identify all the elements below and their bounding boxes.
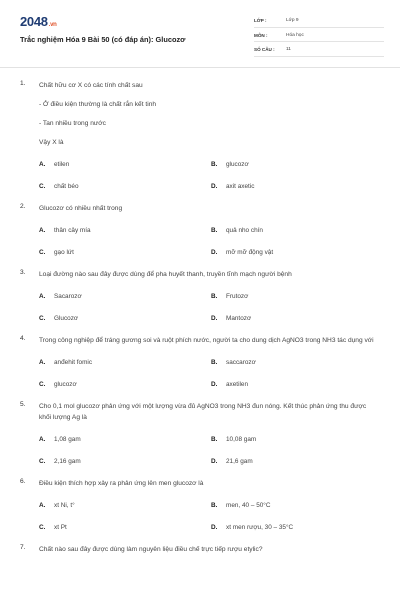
question-number: 1. bbox=[20, 80, 26, 87]
option-key: A. bbox=[39, 227, 46, 234]
answer-option[interactable] bbox=[211, 226, 383, 235]
option-text: Mantozơ bbox=[226, 315, 252, 322]
option-key: B. bbox=[211, 161, 218, 168]
answer-option[interactable] bbox=[39, 292, 211, 301]
meta-label: MÔN : bbox=[254, 32, 268, 38]
option-key: D. bbox=[211, 183, 218, 190]
option-text: quả nho chín bbox=[226, 227, 263, 234]
option-key: B. bbox=[211, 502, 218, 509]
option-key: D. bbox=[211, 249, 218, 256]
answer-option[interactable] bbox=[39, 523, 211, 532]
answer-option[interactable] bbox=[211, 314, 383, 323]
option-text: thân cây mía bbox=[54, 227, 91, 234]
answer-options bbox=[39, 435, 378, 466]
question-item bbox=[0, 269, 400, 323]
option-text: saccarozơ bbox=[226, 359, 256, 366]
option-key: D. bbox=[211, 458, 218, 465]
option-key: D. bbox=[211, 381, 218, 388]
option-key: C. bbox=[39, 315, 46, 322]
option-key: A. bbox=[39, 436, 46, 443]
answer-option[interactable] bbox=[211, 292, 383, 301]
answer-options bbox=[39, 160, 378, 191]
answer-option[interactable] bbox=[211, 380, 383, 389]
question-text: Trong công nghiệp để tráng gương soi và ruột phích nước, người ta cho dung dịch AgNO3 trong NH3 tác dụng với bbox=[39, 337, 374, 344]
logo-suffix: .vn bbox=[48, 22, 57, 28]
answer-option[interactable] bbox=[211, 501, 383, 510]
answer-option[interactable] bbox=[39, 182, 211, 191]
answer-option[interactable] bbox=[39, 358, 211, 367]
logo-main: 2048 bbox=[20, 14, 48, 29]
answer-option[interactable] bbox=[211, 435, 383, 444]
option-key: C. bbox=[39, 524, 46, 531]
option-text: anđehit fomic bbox=[54, 359, 93, 366]
option-key: D. bbox=[211, 315, 218, 322]
option-text: chất béo bbox=[54, 183, 79, 190]
option-text: mỡ mỡ động vật bbox=[226, 249, 274, 256]
answer-option[interactable] bbox=[39, 314, 211, 323]
answer-option[interactable] bbox=[211, 358, 383, 367]
meta-value: Hóa học bbox=[286, 32, 304, 38]
option-text: xt Ni, t° bbox=[54, 502, 75, 509]
answer-option[interactable] bbox=[39, 435, 211, 444]
option-key: A. bbox=[39, 502, 46, 509]
option-text: xt men rượu, 30 – 35°C bbox=[226, 524, 294, 531]
option-text: Sacarozơ bbox=[54, 293, 82, 300]
option-key: C. bbox=[39, 183, 46, 190]
question-line: Vậy X là bbox=[39, 139, 64, 146]
answer-option[interactable] bbox=[39, 248, 211, 257]
option-text: axetilen bbox=[226, 381, 249, 388]
option-key: A. bbox=[39, 293, 46, 300]
option-key: C. bbox=[39, 381, 46, 388]
answer-options bbox=[39, 501, 378, 532]
option-key: B. bbox=[211, 436, 218, 443]
question-item bbox=[0, 203, 400, 257]
page-header bbox=[0, 0, 400, 60]
question-text: Glucozơ có nhiều nhất trong bbox=[39, 205, 123, 212]
option-text: gạo lứt bbox=[54, 249, 74, 256]
question-line: - Tan nhiều trong nước bbox=[39, 120, 106, 127]
meta-label: SỐ CÂU : bbox=[254, 47, 275, 53]
option-text: Frutozơ bbox=[226, 293, 249, 300]
answer-options bbox=[39, 292, 378, 323]
question-text: Chất nào sau đây được dùng làm nguyên liệu điều chế trực tiếp rượu etylic? bbox=[39, 546, 263, 553]
question-text: Điều kiện thích hợp xảy ra phản ứng lên men glucozơ là bbox=[39, 480, 204, 487]
question-text: Chất hữu cơ X có các tính chất sau bbox=[39, 82, 143, 89]
option-key: C. bbox=[39, 458, 46, 465]
option-text: glucozơ bbox=[54, 381, 77, 388]
question-item bbox=[0, 335, 400, 389]
answer-option[interactable] bbox=[39, 380, 211, 389]
option-text: 1,08 gam bbox=[54, 436, 81, 443]
option-key: B. bbox=[211, 359, 218, 366]
meta-value: Lớp 9 bbox=[286, 18, 299, 24]
question-list bbox=[0, 80, 400, 567]
meta-row bbox=[254, 30, 384, 43]
meta-label: LỚP : bbox=[254, 18, 267, 24]
header-divider bbox=[0, 67, 400, 68]
option-key: B. bbox=[211, 293, 218, 300]
answer-option[interactable] bbox=[211, 248, 383, 257]
page-title: Trắc nghiệm Hóa 9 Bài 50 (có đáp án): Glucozơ bbox=[20, 35, 186, 44]
answer-option[interactable] bbox=[39, 226, 211, 235]
option-key: A. bbox=[39, 359, 46, 366]
question-number: 3. bbox=[20, 269, 26, 276]
option-text: 21,6 gam bbox=[226, 458, 253, 465]
option-text: etilen bbox=[54, 161, 70, 168]
meta-row bbox=[254, 44, 384, 57]
question-number: 6. bbox=[20, 478, 26, 485]
option-text: Glucozơ bbox=[54, 315, 79, 322]
option-text: men, 40 – 50°C bbox=[226, 502, 271, 509]
question-number: 4. bbox=[20, 335, 26, 342]
option-text: axit axetic bbox=[226, 183, 255, 190]
meta-value: 11 bbox=[286, 47, 291, 53]
question-number: 7. bbox=[20, 544, 26, 551]
option-text: 2,16 gam bbox=[54, 458, 81, 465]
meta-row bbox=[254, 15, 384, 28]
option-text: xt Pt bbox=[54, 524, 67, 531]
question-item bbox=[0, 478, 400, 532]
question-item bbox=[0, 80, 400, 191]
answer-options bbox=[39, 226, 378, 257]
answer-option[interactable] bbox=[39, 457, 211, 466]
question-text: Cho 0,1 mol glucozơ phản ứng với một lượng vừa đủ AgNO3 trong NH3 đun nóng. Kết thúc phản ứng thu được khối lượng Ag là bbox=[39, 403, 367, 421]
question-item bbox=[0, 401, 400, 466]
answer-option[interactable] bbox=[211, 160, 383, 169]
answer-option[interactable] bbox=[39, 160, 211, 169]
option-key: A. bbox=[39, 161, 46, 168]
answer-option[interactable] bbox=[211, 457, 383, 466]
site-logo[interactable] bbox=[20, 14, 57, 29]
option-key: C. bbox=[39, 249, 46, 256]
option-key: B. bbox=[211, 227, 218, 234]
question-number: 5. bbox=[20, 401, 26, 408]
question-line: - Ở điều kiện thường là chất rắn kết tinh bbox=[39, 101, 157, 108]
answer-options bbox=[39, 358, 378, 389]
quiz-meta bbox=[254, 15, 384, 59]
answer-option[interactable] bbox=[39, 501, 211, 510]
answer-option[interactable] bbox=[211, 182, 383, 191]
option-text: glucozơ bbox=[226, 161, 249, 168]
option-text: 10,08 gam bbox=[226, 436, 257, 443]
answer-option[interactable] bbox=[211, 523, 383, 532]
question-item bbox=[0, 544, 400, 555]
question-number: 2. bbox=[20, 203, 26, 210]
option-key: D. bbox=[211, 524, 218, 531]
question-text: Loại đường nào sau đây được dùng để pha huyết thanh, truyền tĩnh mạch người bệnh bbox=[39, 271, 292, 278]
